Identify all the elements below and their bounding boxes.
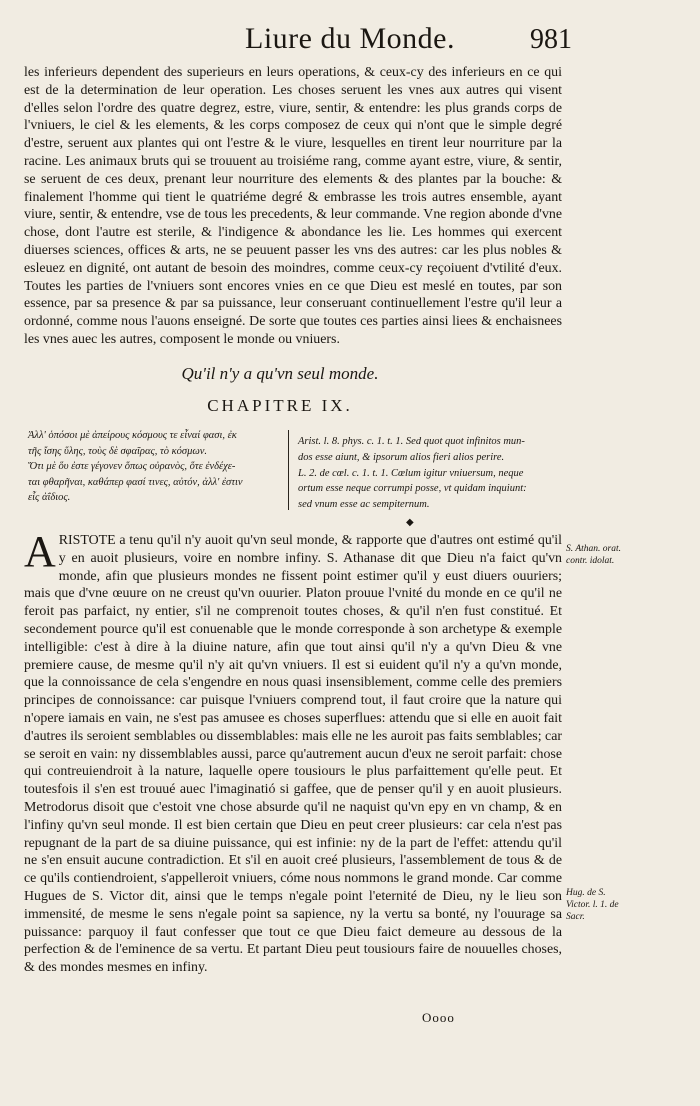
column-divider [288,430,289,510]
section-title: Qu'il n'y a qu'vn seul monde. [181,364,379,383]
running-title: Liure du Monde. [245,22,455,55]
greek-quote-line: ται φθαρῆναι, καθάπερ φασί τινες, αὐτόν, ἀλλ' ἐστιν [28,476,243,488]
latin-quote-line: ortum esse neque corrumpi posse, vt quidam inquiunt: [298,483,527,495]
latin-quote [298,434,554,513]
latin-quote-line: dos esse aiunt, & ipsorum alios fieri alios perire. [298,451,505,463]
margin-note-athanase: S. Athan. orat. contr. idolat. [566,544,621,566]
greek-quote-line: Ὅτι μὲ ὅυ ἐστε γέγονεν ὅπως οὐρανὸς, ὅτε ἐνδέχε- [28,461,236,473]
greek-quote-line: εἷς ἀΐδιος. [28,492,71,504]
body-paragraph-1: les inferieurs dependent des superieurs en leurs operations, & ceux-cy des inferieurs en ce qui est de la determination de leur operation. Les choses seruent les vnes aux autres qui visent d'elles selon l'ordre des quatre degrez, estre, viure, sentir, & entendre: les plus grands corps de l'vniuers, le ciel & les elements, & les corps composez de ceux qui n'ont que le simple degré d'estre, seruent aux plantes qui ont l'estre & le viure, lesquelles en tirent leur nourriture par la racine. Les animaux bruts qui se trouuent au troisiéme rang, comme ayant estre, viure, & sentir, se seruent de ces deux, prenant leur nourriture des elements & des plantes par la bouche: & finalement l'homme qui tient le quatriéme degré & embrasse les trois autres ensemble, ayant viure, sentir, & entendre, vse de tous les precedents, & leur commande. Vne region abonde d'vne chose, dont l'autre est sterile, & l'indigence & abondance les lie. Les hommes qui exercent diuerses sciences, offices & arts, ne se peuuent passer les vns des autres: car les plus nobles & esleuez en dignité, ont autant de besoin des moindres, comme ceux-cy reçoiuent d'vtilité d'eux. Toutes les parties de l'vniuers sont encores vnies en ce que Dieu est meslé en toutes, par son essence, par sa presence & par sa puissance, leur conseruant continuellement l'estre qu'il leur a ordonné, comme nous l'auons enseigné. De sorte que toutes ces parties ainsi liees & enchaisnees les vnes auec les autres, composent le monde ou vniuers. [24,65,562,347]
ornament-icon: ◆ [406,517,414,528]
signature-mark: Oooo [422,1010,455,1025]
margin-note-hugues: Hug. de S. Victor. l. 1. de Sacr. [566,888,619,922]
greek-quote-line: Ἀλλ' ὁπόσοι μὲ ἀπείρους κόσμους τε εἶναί φασι, ἐκ [28,430,237,441]
body-paragraph-2-text: RISTOTE a tenu qu'il n'y auoit qu'vn seul monde, & rapporte que d'autres ont estimé qu'il y en auoit plusieurs, voire en nombre infiny. S. Athanase dit que Dieu n'a faict qu'vn monde, afin que plusieurs mondes ne fissent point estimer qu'il y eust diuers ouuriers; mais que d'vne œuure on ne creust qu'vn ouurier. Platon prouue l'vnité du monde en ce qu'il ne feroit pas parfaict, ny entier, s'il ne comprenoit toutes choses, & qu'il n'en fust constitué. Et secondement pource qu'il est conuenable que le monde corresponde à son archetype & exemple intelligible: c'est à dire à la diuine nature, afin que tout ainsi qu'il n'y a qu'vn Dieu & vne premiere cause, de mesme qu'il n'y ait qu'vn vniuers. Il est si euident qu'il n'y a qu'vn monde, que la connoissance de cela s'engendre en nous quasi insensiblement, comme celle des premiers principes de connoissance: car puisque l'vniuers comprend tout, il faut croire que la nature qui n'opere iamais en vain, ne s'est pas amusee es choses superflues: attendu que si elle en auoit fait d'autres ils seroient semblables ou dissemblables: mais elle ne les auroit pas faits semblables; car se seroit en vain: ny dissemblables aussi, parce qu'autrement aucun d'eux ne seroit parfait: chose qui contreuiendroit à la nature, laquelle opere tousiours le plus parfaittement qu'elle peut. Et toutesfois il s'en est trouué auec l'imaginatió si gaffee, que de penser qu'il y en auoit plusieurs. Metrodorus disoit que c'estoit vne chose absurde qu'il ne naquist qu'vn epy en vn champ, & en l'infiny qu'vn seul monde. Il est bien certain que Dieu en peut creer plusieurs: car cela n'est pas repugnant de la part de sa diuine puissance, qui est infinie: ny de la part de l'effet: attendu qu'il ne s'en ensuit aucune contradiction. Et s'il en auoit creé plusieurs, l'assemblement de tous & de ce qu'ils contiendroient, s'appelleroit vniuers, cóme nous nommons le grand monde. Car comme Hugues de S. Victor dit, ainsi que le temps n'egale point l'eternité de Dieu, ny le lieu son immensité, de mesme le sens n'egale point sa sapience, ny la vertu sa bonté, ny l'ouurage sa puissance: parquoy il faut confesser que tout ce que Dieu faict demeure au dessous de la perfection & de l'eminence de sa vertu. Et partant Dieu peut tousiours faire de nouuelles choses, & des mondes mesmes en infiny. [24,533,562,976]
greek-quote-line: τῆς ἴσης ὕλης, τοὺς δὲ σφαῖρας, τὸ κόσμων. [28,445,208,457]
chapter-heading: CHAPITRE IX. [207,396,353,415]
latin-quote-line: Arist. l. 8. phys. c. 1. t. 1. Sed quot quot infinitos mun- [298,436,525,447]
page-number: 981 [530,24,572,55]
dropcap: A [24,527,56,576]
latin-quote-line: sed vnum esse ac sempiternum. [298,499,430,511]
greek-quote [28,428,278,506]
latin-quote-line: L. 2. de cœl. c. 1. t. 1. Cœlum igitur vniuersum, neque [298,467,524,479]
body-paragraph-2 [24,527,562,977]
